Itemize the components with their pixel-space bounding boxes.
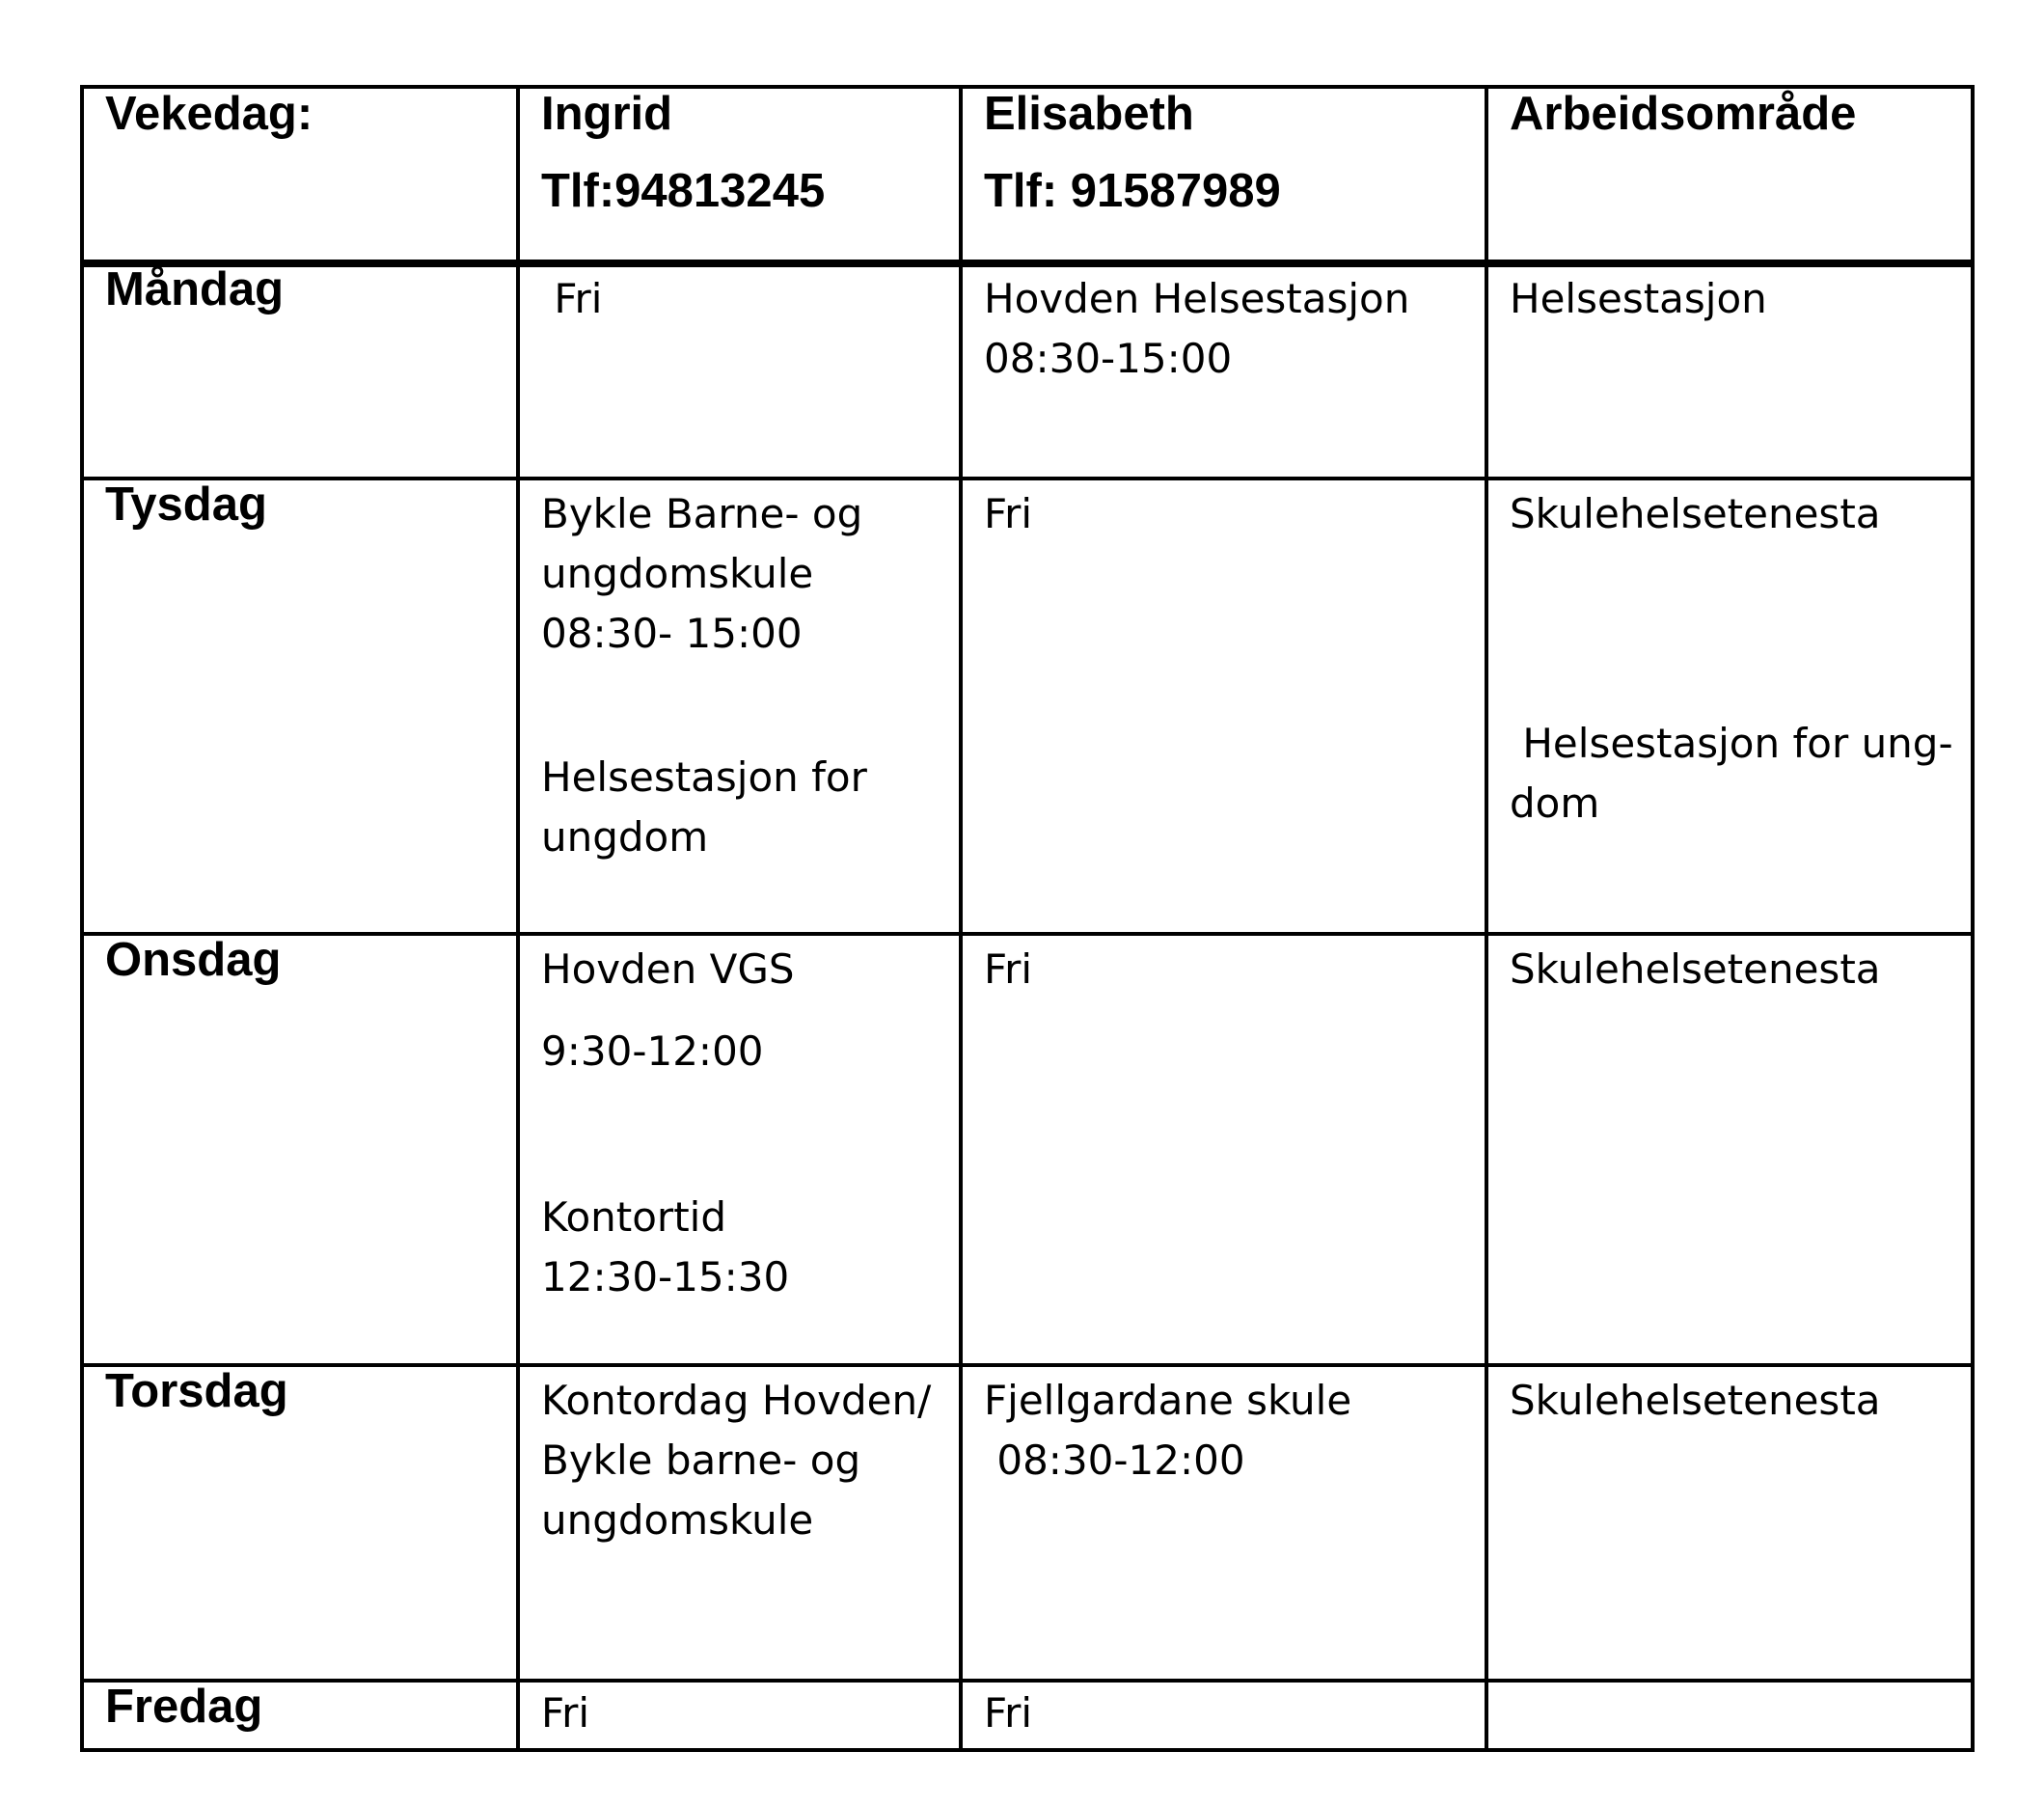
header-elisabeth-name: Elisabeth (984, 88, 1194, 140)
header-weekday-label: Vekedag: (105, 88, 313, 140)
cell-onsdag-elisabeth: Fri (984, 945, 1033, 993)
header-ingrid-phone: Tlf:94813245 (541, 165, 826, 217)
cell-torsdag-ingrid: Kontordag Hovden/ Bykle barne- og ungdomskule (541, 1377, 932, 1544)
cell-mandag-ingrid: Fri (541, 275, 603, 322)
row-day-fredag: Fredag (105, 1681, 263, 1733)
header-area (1510, 75, 1856, 152)
cell-tysdag-area: Skulehelsetenesta Helsestasjon for ung- dom (1510, 490, 1953, 827)
row-day-tysdag: Tysdag (105, 479, 267, 531)
cell-fredag-elisabeth: Fri (984, 1689, 1033, 1737)
header-elisabeth (984, 75, 1281, 230)
row-day-onsdag: Onsdag (105, 934, 282, 986)
cell-mandag-elisabeth: Hovden Helsestasjon 08:30-15:00 (984, 275, 1410, 382)
cell-torsdag-elisabeth: Fjellgardane skule 08:30-12:00 (984, 1377, 1352, 1484)
cell-mandag-area: Helsestasjon (1510, 275, 1767, 322)
header-area-label: Arbeidsområde (1510, 88, 1857, 140)
row-day-mandag: Måndag (105, 263, 285, 315)
row-day-torsdag: Torsdag (105, 1365, 288, 1417)
cell-tysdag-ingrid: Bykle Barne- og ungdomskule 08:30- 15:00 Helsestasjon for ungdom (541, 490, 867, 861)
header-elisabeth-phone: Tlf: 91587989 (984, 165, 1281, 217)
cell-torsdag-area: Skulehelsetenesta (1510, 1377, 1881, 1424)
cell-onsdag-area: Skulehelsetenesta (1510, 945, 1881, 993)
header-ingrid (541, 75, 825, 230)
cell-fredag-ingrid: Fri (541, 1689, 590, 1737)
cell-onsdag-ingrid: Hovden VGS 9:30-12:00 Kontortid 12:30-15:30 (541, 945, 795, 1300)
cell-tysdag-elisabeth: Fri (984, 490, 1033, 537)
header-weekday (105, 75, 313, 152)
header-ingrid-name: Ingrid (541, 88, 673, 140)
